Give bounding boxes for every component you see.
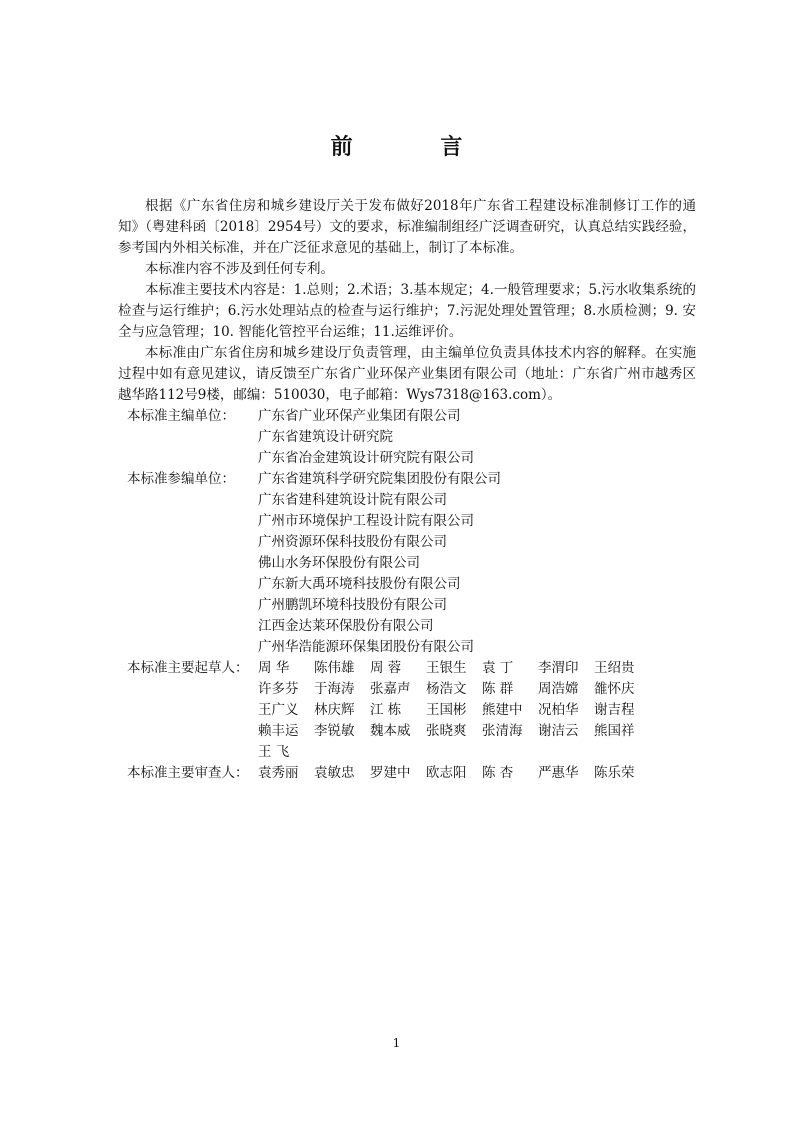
unit-item: 佛山水务环保股份有限公司: [258, 555, 420, 571]
person-name: 王国彬: [426, 702, 467, 718]
person-name: 袁敏忠: [314, 765, 355, 781]
preface-body: [118, 196, 696, 784]
participating-units-label: 本标准参编单位：: [127, 471, 235, 487]
person-name: 张嘉声: [370, 681, 411, 697]
chief-units-list: [258, 406, 696, 469]
person-name: 严惠华: [538, 765, 579, 781]
person-name: 陈 杏: [482, 765, 514, 781]
unit-item: 广东省建筑设计研究院: [258, 429, 393, 445]
person-name: 欧志阳: [426, 765, 467, 781]
person-name: 熊国祥: [594, 723, 635, 739]
person-name: 杨浩文: [426, 681, 467, 697]
person-name: 谢吉程: [594, 702, 635, 718]
drafters-list: [258, 658, 658, 763]
person-name: 张清海: [482, 723, 523, 739]
reviewers-list: [258, 763, 658, 784]
person-name: 李锐敏: [314, 723, 355, 739]
person-name: 周 华: [258, 660, 290, 676]
person-name: 罗建中: [370, 765, 411, 781]
person-name: 熊建中: [482, 702, 523, 718]
unit-item: 广东省建科建筑设计院有限公司: [258, 492, 447, 508]
page-number: 1: [392, 1036, 401, 1050]
paragraph-management: 本标准由广东省住房和城乡建设厅负责管理，由主编单位负责具体技术内容的解释。在实施过程中如有意见建议，请反馈至广东省广业环保产业集团有限公司（地址：广东省广州市越秀区越华路112号9楼，邮编：510030，电子邮箱：Wys7318@163.com）。: [118, 345, 696, 403]
person-name: 陈 群: [482, 681, 514, 697]
reviewers-label: 本标准主要审查人：: [127, 765, 249, 781]
unit-item: 广东新大禹环境科技股份有限公司: [258, 576, 461, 592]
person-name: 雒怀庆: [594, 681, 635, 697]
paragraph-contents: 本标准主要技术内容是：1.总则；2.术语；3.基本规定；4.一般管理要求；5.污水收集系统的检查与运行维护；6.污水处理站点的检查与运行维护；7.污泥处理处置管理；8.水质检测；9. 安全与应急管理；10. 智能化管控平台运维；11.运维评价。: [118, 282, 696, 340]
person-name: 许多芬: [258, 681, 299, 697]
unit-item: 广州华浩能源环保集团股份有限公司: [258, 639, 474, 655]
person-name: 周浩嫦: [538, 681, 579, 697]
chief-units-label: 本标准主编单位：: [127, 408, 235, 424]
person-name: 赖丰运: [258, 723, 299, 739]
person-name: 王广义: [258, 702, 299, 718]
page-title: 前 言: [330, 134, 503, 160]
unit-item: 广东省冶金建筑设计研究院有限公司: [258, 450, 474, 466]
reviewers-section: [118, 763, 696, 784]
person-name: 谢洁云: [538, 723, 579, 739]
person-name: 张晓爽: [426, 723, 467, 739]
paragraph-patent: 本标准内容不涉及到任何专利。: [145, 261, 334, 277]
person-name: 江 栋: [370, 702, 402, 718]
person-name: 王银生: [426, 660, 467, 676]
person-name: 王 飞: [258, 744, 290, 760]
unit-item: 广州资源环保科技股份有限公司: [258, 534, 447, 550]
drafters-label: 本标准主要起草人：: [127, 660, 249, 676]
unit-item: 广州市环境保护工程设计院有限公司: [258, 513, 474, 529]
person-name: 王绍贵: [594, 660, 635, 676]
unit-item: 广东省广业环保产业集团有限公司: [258, 408, 461, 424]
unit-item: 江西金达莱环保股份有限公司: [258, 618, 434, 634]
person-name: 周 蓉: [370, 660, 402, 676]
unit-item: 广州鹏凯环境科技股份有限公司: [258, 597, 447, 613]
person-name: 袁秀丽: [258, 765, 299, 781]
person-name: 魏本威: [370, 723, 411, 739]
chief-units-section: [118, 406, 696, 469]
paragraph-basis: 根据《广东省住房和城乡建设厅关于发布做好2018年广东省工程建设标准制修订工作的通知》（粤建科函〔2018〕2954号）文的要求，标准编制组经广泛调查研究，认真总结实践经验，参考国内外相关标准，并在广泛征求意见的基础上，制订了本标准。: [118, 198, 696, 256]
person-name: 况柏华: [538, 702, 579, 718]
drafters-section: [118, 658, 696, 763]
person-name: 陈乐荣: [594, 765, 635, 781]
person-name: 于海涛: [314, 681, 355, 697]
person-name: 袁 丁: [482, 660, 514, 676]
participating-units-section: [118, 469, 696, 658]
person-name: 陈伟雄: [314, 660, 355, 676]
person-name: 林庆辉: [314, 702, 355, 718]
participating-units-list: [258, 469, 696, 658]
person-name: 李渭印: [538, 660, 579, 676]
unit-item: 广东省建筑科学研究院集团股份有限公司: [258, 471, 501, 487]
